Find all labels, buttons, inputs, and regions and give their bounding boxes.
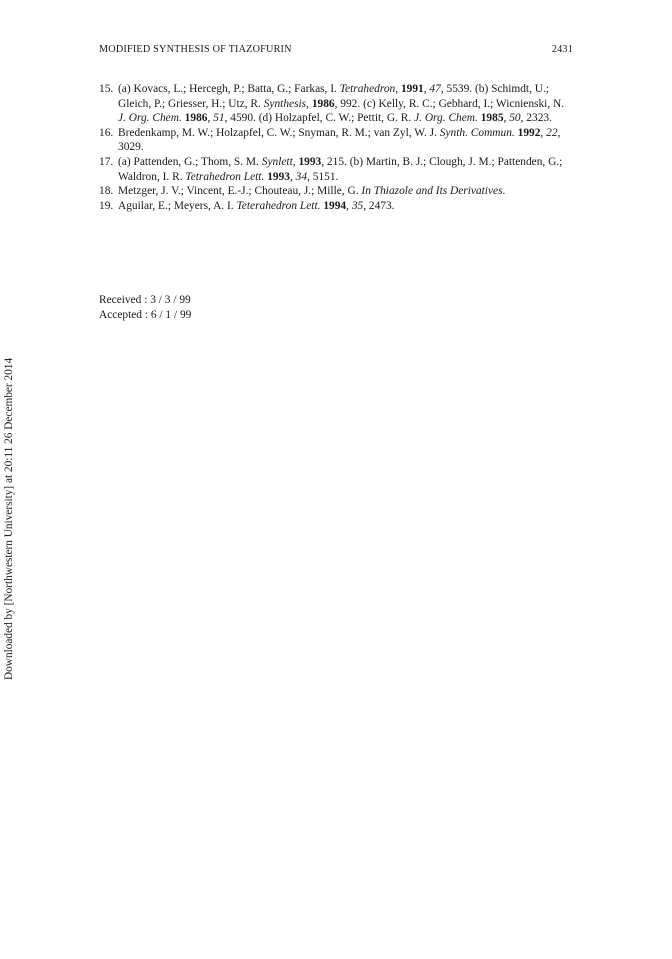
page-number: 2431 [551,44,573,55]
reference-number: 17. [99,155,114,168]
reference-segment: Tetrahedron [339,83,396,95]
reference-segment: , 3029. [118,126,561,154]
reference-text [118,155,573,184]
reference-segment: , [423,83,430,95]
accepted-date: Accepted : 6 / 1 / 99 [99,308,192,321]
reference-segment: 22 [546,126,558,139]
running-head-title: MODIFIED SYNTHESIS OF TIAZOFURIN [99,44,292,55]
reference-segment: , [292,155,299,168]
reference-segment: 1992 [517,126,541,139]
reference-segment: 1986 [184,112,208,125]
reference-segment: Synth. Commun. [439,126,515,139]
reference-number: 16. [99,126,114,139]
reference-text [118,126,573,155]
reference-segment: Teterahedron Lett. [236,199,321,212]
reference-segment: 50 [509,112,521,125]
reference-segment: , 2473. [363,199,395,212]
reference-text [118,184,573,199]
reference-item [99,155,573,184]
reference-segment: (a) Pattenden, G.; Thom, S. M. [118,155,262,168]
reference-segment: , [540,126,547,139]
received-date: Received : 3 / 3 / 99 [99,294,191,306]
reference-segment: , [346,199,352,212]
reference-segment: , 215. (b) Martin, B. J.; Clough, J. M.; Pattenden, G.; Waldron, I. R. [118,155,563,183]
reference-segment: 1986 [311,97,335,110]
reference-segment: , 5151. [307,170,339,183]
running-head [99,44,573,58]
reference-text [118,82,573,126]
reference-segment: J. Org. Chem. [118,112,182,125]
reference-segment: 1993 [267,170,290,183]
reference-segment: 34 [295,170,308,183]
reference-segment: 1993 [298,155,322,168]
reference-segment: Metzger, J. V.; Vincent, E.-J.; Chouteau, J.; Mille, G. [118,185,362,198]
reference-text [118,199,573,214]
reference-segment: . [502,185,506,198]
reference-number: 15. [99,83,114,95]
reference-segment: Synthesis [263,97,307,110]
reference-segment: , [207,112,214,125]
reference-segment: 1985 [480,112,504,125]
received-accepted-block [99,293,399,322]
reference-segment: , 5539. (b) Schimdt, U.; Gleich, P.; Griesser, H.; Utz, R. [118,83,550,110]
reference-segment: Tetrahedron Lett. [185,170,265,183]
reference-segment: Bredenkamp, M. W.; Holzapfel, C. W.; Snyman, R. M.; van Zyl, W. J. [118,126,440,139]
reference-segment: 51 [213,112,225,125]
reference-segment: (a) Kovacs, L.; Hercegh, P.; Batta, G.; Farkas, I. [118,83,340,95]
reference-item [99,82,573,126]
reference-segment: J. Org. Chem. [414,112,478,125]
reference-item [99,199,573,214]
reference-item [99,184,573,199]
reference-segment: , [306,97,312,110]
reference-segment: , [503,112,510,125]
reference-number: 19. [99,199,114,212]
reference-list [99,82,573,213]
reference-item [99,126,573,155]
reference-segment: Aguilar, E.; Meyers, A. I. [118,199,237,212]
reference-number: 18. [99,185,114,198]
reference-segment: , 2323. [520,112,552,125]
reference-segment: 35 [351,199,364,212]
reference-segment: 1991 [400,83,424,95]
reference-segment: 1994 [323,199,347,212]
reference-segment: 47 [429,83,441,95]
reference-segment: Synlett [261,155,293,168]
reference-segment: , 992. (c) Kelly, R. C.; Gebhard, I.; Wicnienski, N. [334,97,565,110]
download-watermark: Downloaded by [Northwestern University] at 20:11 26 December 2014 [3,357,15,680]
reference-segment: , 4590. (d) Holzapfel, C. W.; Pettit, G. R. [224,112,415,125]
reference-segment: , [395,83,401,95]
reference-segment: In Thiazole and Its Derivatives [361,185,503,198]
reference-segment: , [289,170,296,183]
